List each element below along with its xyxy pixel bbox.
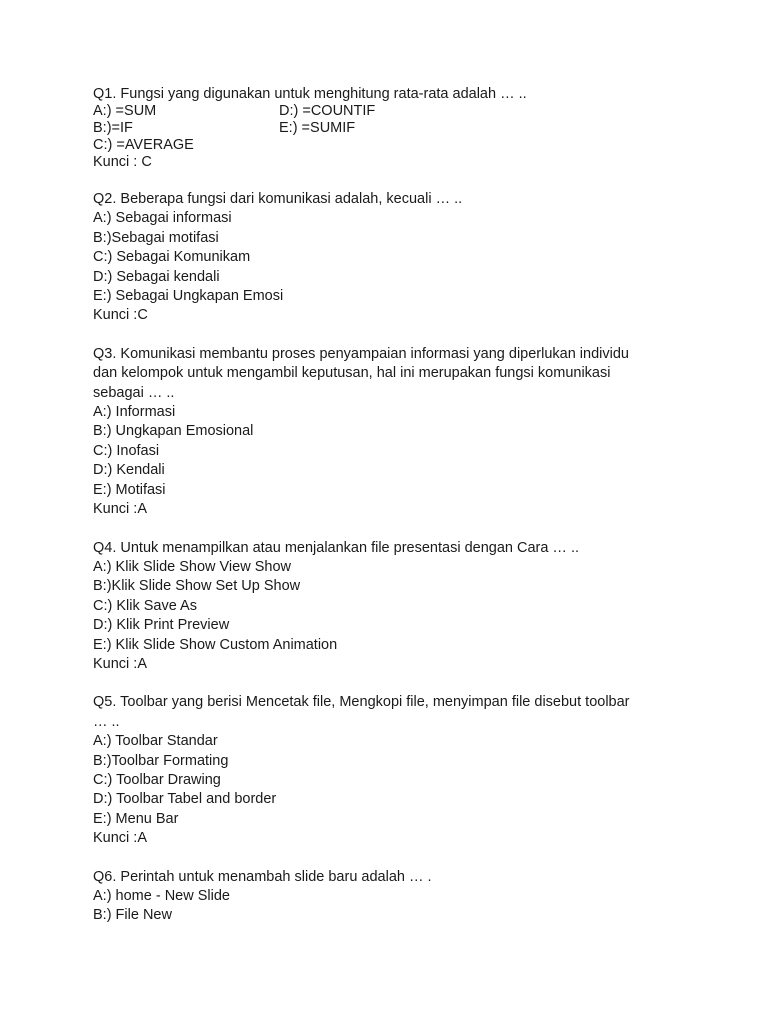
option-b: B:)=IF <box>93 120 133 136</box>
answer-key: Kunci : C <box>93 154 152 170</box>
document-page <box>93 86 693 945</box>
question-2 <box>93 190 693 326</box>
question-6 <box>93 868 693 926</box>
question-text-line-2: dan kelompok untuk mengambil keputusan, hal ini merupakan fungsi komunikasi <box>93 365 611 382</box>
option-b: B:)Toolbar Formating <box>93 752 229 769</box>
question-3 <box>93 345 693 520</box>
option-e: E:) Menu Bar <box>93 810 179 827</box>
question-text-line-1: Q3. Komunikasi membantu proses penyampaian informasi yang diperlukan individu <box>93 345 629 362</box>
option-e: E:) Klik Slide Show Custom Animation <box>93 636 338 653</box>
option-d: D:) Sebagai kendali <box>93 268 220 285</box>
option-c: C:) Toolbar Drawing <box>93 771 221 788</box>
option-e: E:) Motifasi <box>93 481 166 498</box>
answer-key: Kunci :A <box>93 655 147 672</box>
question-text-line-1: Q5. Toolbar yang berisi Mencetak file, Mengkopi file, menyimpan file disebut toolbar <box>93 694 630 711</box>
option-a: A:) Sebagai informasi <box>93 210 232 227</box>
option-d: D:) Kendali <box>93 462 165 479</box>
answer-key: Kunci :A <box>93 830 147 847</box>
option-e: E:) Sebagai Ungkapan Emosi <box>93 288 284 305</box>
option-b: B:) Ungkapan Emosional <box>93 423 254 440</box>
option-b: B:)Klik Slide Show Set Up Show <box>93 578 301 595</box>
option-c: C:) Inofasi <box>93 442 160 459</box>
option-d: D:) =COUNTIF <box>279 103 376 119</box>
question-5 <box>93 693 693 848</box>
option-b: B:)Sebagai motifasi <box>93 229 219 246</box>
question-text: Q1. Fungsi yang digunakan untuk menghitung rata-rata adalah … .. <box>93 86 527 102</box>
question-4 <box>93 539 693 675</box>
option-d: D:) Toolbar Tabel and border <box>93 791 277 808</box>
option-b: B:) File New <box>93 907 172 924</box>
question-text-line-2: … .. <box>93 713 120 730</box>
option-a: A:) Klik Slide Show View Show <box>93 558 291 575</box>
question-text: Q6. Perintah untuk menambah slide baru adalah … . <box>93 868 432 885</box>
option-c: C:) Klik Save As <box>93 597 197 614</box>
option-c: C:) Sebagai Komunikam <box>93 249 251 266</box>
question-text: Q4. Untuk menampilkan atau menjalankan file presentasi dengan Cara … .. <box>93 539 580 556</box>
question-1 <box>93 86 693 171</box>
option-a: A:) =SUM <box>93 103 157 119</box>
option-a: A:) Toolbar Standar <box>93 733 218 750</box>
option-a: A:) Informasi <box>93 404 176 421</box>
option-row <box>93 120 693 137</box>
answer-key: Kunci :C <box>93 307 148 324</box>
question-text-line-3: sebagai … .. <box>93 384 175 401</box>
option-d: D:) Klik Print Preview <box>93 617 230 634</box>
question-text: Q2. Beberapa fungsi dari komunikasi adalah, kecuali … .. <box>93 191 463 207</box>
option-e: E:) =SUMIF <box>279 120 356 136</box>
option-c: C:) =AVERAGE <box>93 137 194 153</box>
option-a: A:) home - New Slide <box>93 888 230 904</box>
answer-key: Kunci :A <box>93 501 147 518</box>
option-row <box>93 103 693 120</box>
